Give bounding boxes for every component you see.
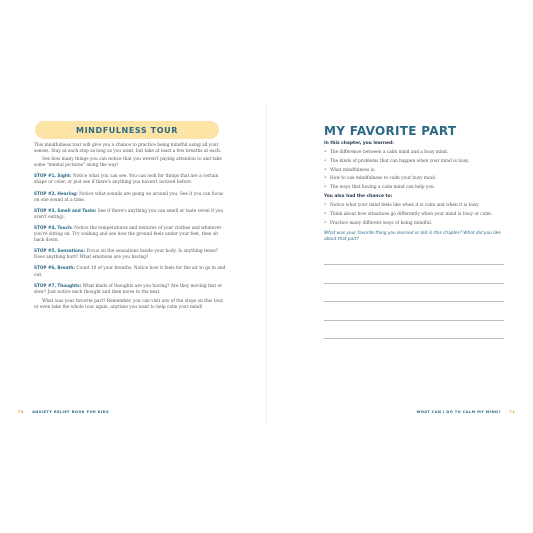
writing-lines (324, 247, 504, 340)
right-page-number: 71 (509, 410, 515, 414)
stop-6-label: STOP #6, Breath: (34, 265, 76, 271)
writing-line[interactable] (324, 284, 504, 303)
stop-6-text: Count 10 of your breaths. Notice how it feels for the air to go in and out. (34, 266, 226, 278)
stop-2-text: Notice what sounds are going on around you. See if you can focus on one sound at a time. (34, 191, 224, 203)
learned-item: • What mindfulness is. (324, 168, 504, 174)
banner-title: MINDFULNESS TOUR (76, 125, 178, 135)
right-page (266, 103, 523, 426)
writing-line[interactable] (324, 302, 504, 321)
learned-item: • The kinds of problems that can happen when your mind is busy. (324, 159, 504, 165)
intro-paragraph: This mindfulness tour will give you a chance to practice being mindful using all your senses. Stay at each stop as long as you want, but take at least a few breaths at each. (34, 143, 222, 155)
stop-6 (34, 265, 229, 278)
right-running-title: WHAT CAN I DO TO CALM MY MIND? (416, 410, 501, 414)
stop-3-text: See if there's anything you can smell or taste (even if you aren't eating). (34, 208, 224, 220)
stop-5 (34, 248, 229, 261)
writing-line[interactable] (324, 247, 504, 266)
learned-item: • The ways that having a calm mind can help you. (324, 185, 504, 191)
stop-4-label: STOP #4, Touch: (34, 224, 73, 230)
stop-1-text: Notice what you can see. You can look for things that are a certain shape or color, or just see if there's anything you haven't noticed before. (34, 174, 219, 186)
learned-item: • How to use mindfulness to calm your busy mind. (324, 176, 504, 182)
writing-line[interactable] (324, 265, 504, 284)
writing-line[interactable] (324, 321, 504, 340)
learned-heading: In this chapter, you learned: (324, 141, 394, 146)
stop-1-label: STOP #1, Sight: (34, 173, 72, 179)
stop-1 (34, 173, 229, 186)
left-page (10, 103, 266, 426)
left-page-body (34, 143, 229, 313)
learned-item: • The difference between a calm mind and a busy mind. (324, 150, 504, 156)
stop-2 (34, 191, 229, 204)
right-footer (416, 410, 515, 414)
right-page-body (324, 141, 504, 339)
left-running-title: ANXIETY RELIEF BOOK FOR KIDS (32, 410, 110, 414)
reflection-question: What was your favorite thing you learned or did in this chapter? What did you like about that part? (324, 230, 501, 242)
stop-4 (34, 225, 229, 244)
chance-item: • Practice many different ways of being mindful. (324, 221, 504, 227)
chance-item: • Think about how situations go differently when your mind is busy or calm. (324, 212, 504, 218)
intro-paragraph-2: See how many things you can notice that you weren't paying attention to and take some "mental pictures" along the way! (34, 157, 222, 169)
stop-7-text: What kinds of thoughts are you having? Are they moving fast or slow? Just notice each thought and then move to the next. (34, 283, 223, 295)
stop-5-label: STOP #5, Sensations: (34, 248, 86, 254)
stop-7 (34, 283, 229, 296)
chance-item: • Notice what your mind feels like when it is calm and when it is busy. (324, 203, 504, 209)
stop-5-text: Focus on the sensations inside your body. Is anything tense? Does anything hurt? What emotions are you having? (34, 249, 219, 261)
stop-7-label: STOP #7, Thoughts: (34, 282, 82, 288)
left-page-number: 78 (18, 410, 24, 414)
left-footer (18, 410, 109, 414)
stop-4-text: Notice the temperatures and textures of your clothes and whatever you're sitting on. Try walking and see how the ground feels under your feet, then sit back down. (34, 225, 222, 244)
book-spread (10, 103, 523, 426)
mindfulness-tour-banner (35, 121, 219, 139)
closing-paragraph: What was your favorite part? Remember, you can visit any of the stops on this tour, or even take the whole tour again, anytime you want to help calm your mind! (34, 298, 224, 310)
stop-3-label: STOP #3, Smell and Taste: (34, 207, 97, 213)
chance-heading: You also had the chance to: (324, 193, 393, 199)
stop-2-label: STOP #2, Hearing: (34, 190, 78, 196)
stop-3 (34, 208, 229, 221)
page-title: MY FAVORITE PART (324, 124, 457, 138)
